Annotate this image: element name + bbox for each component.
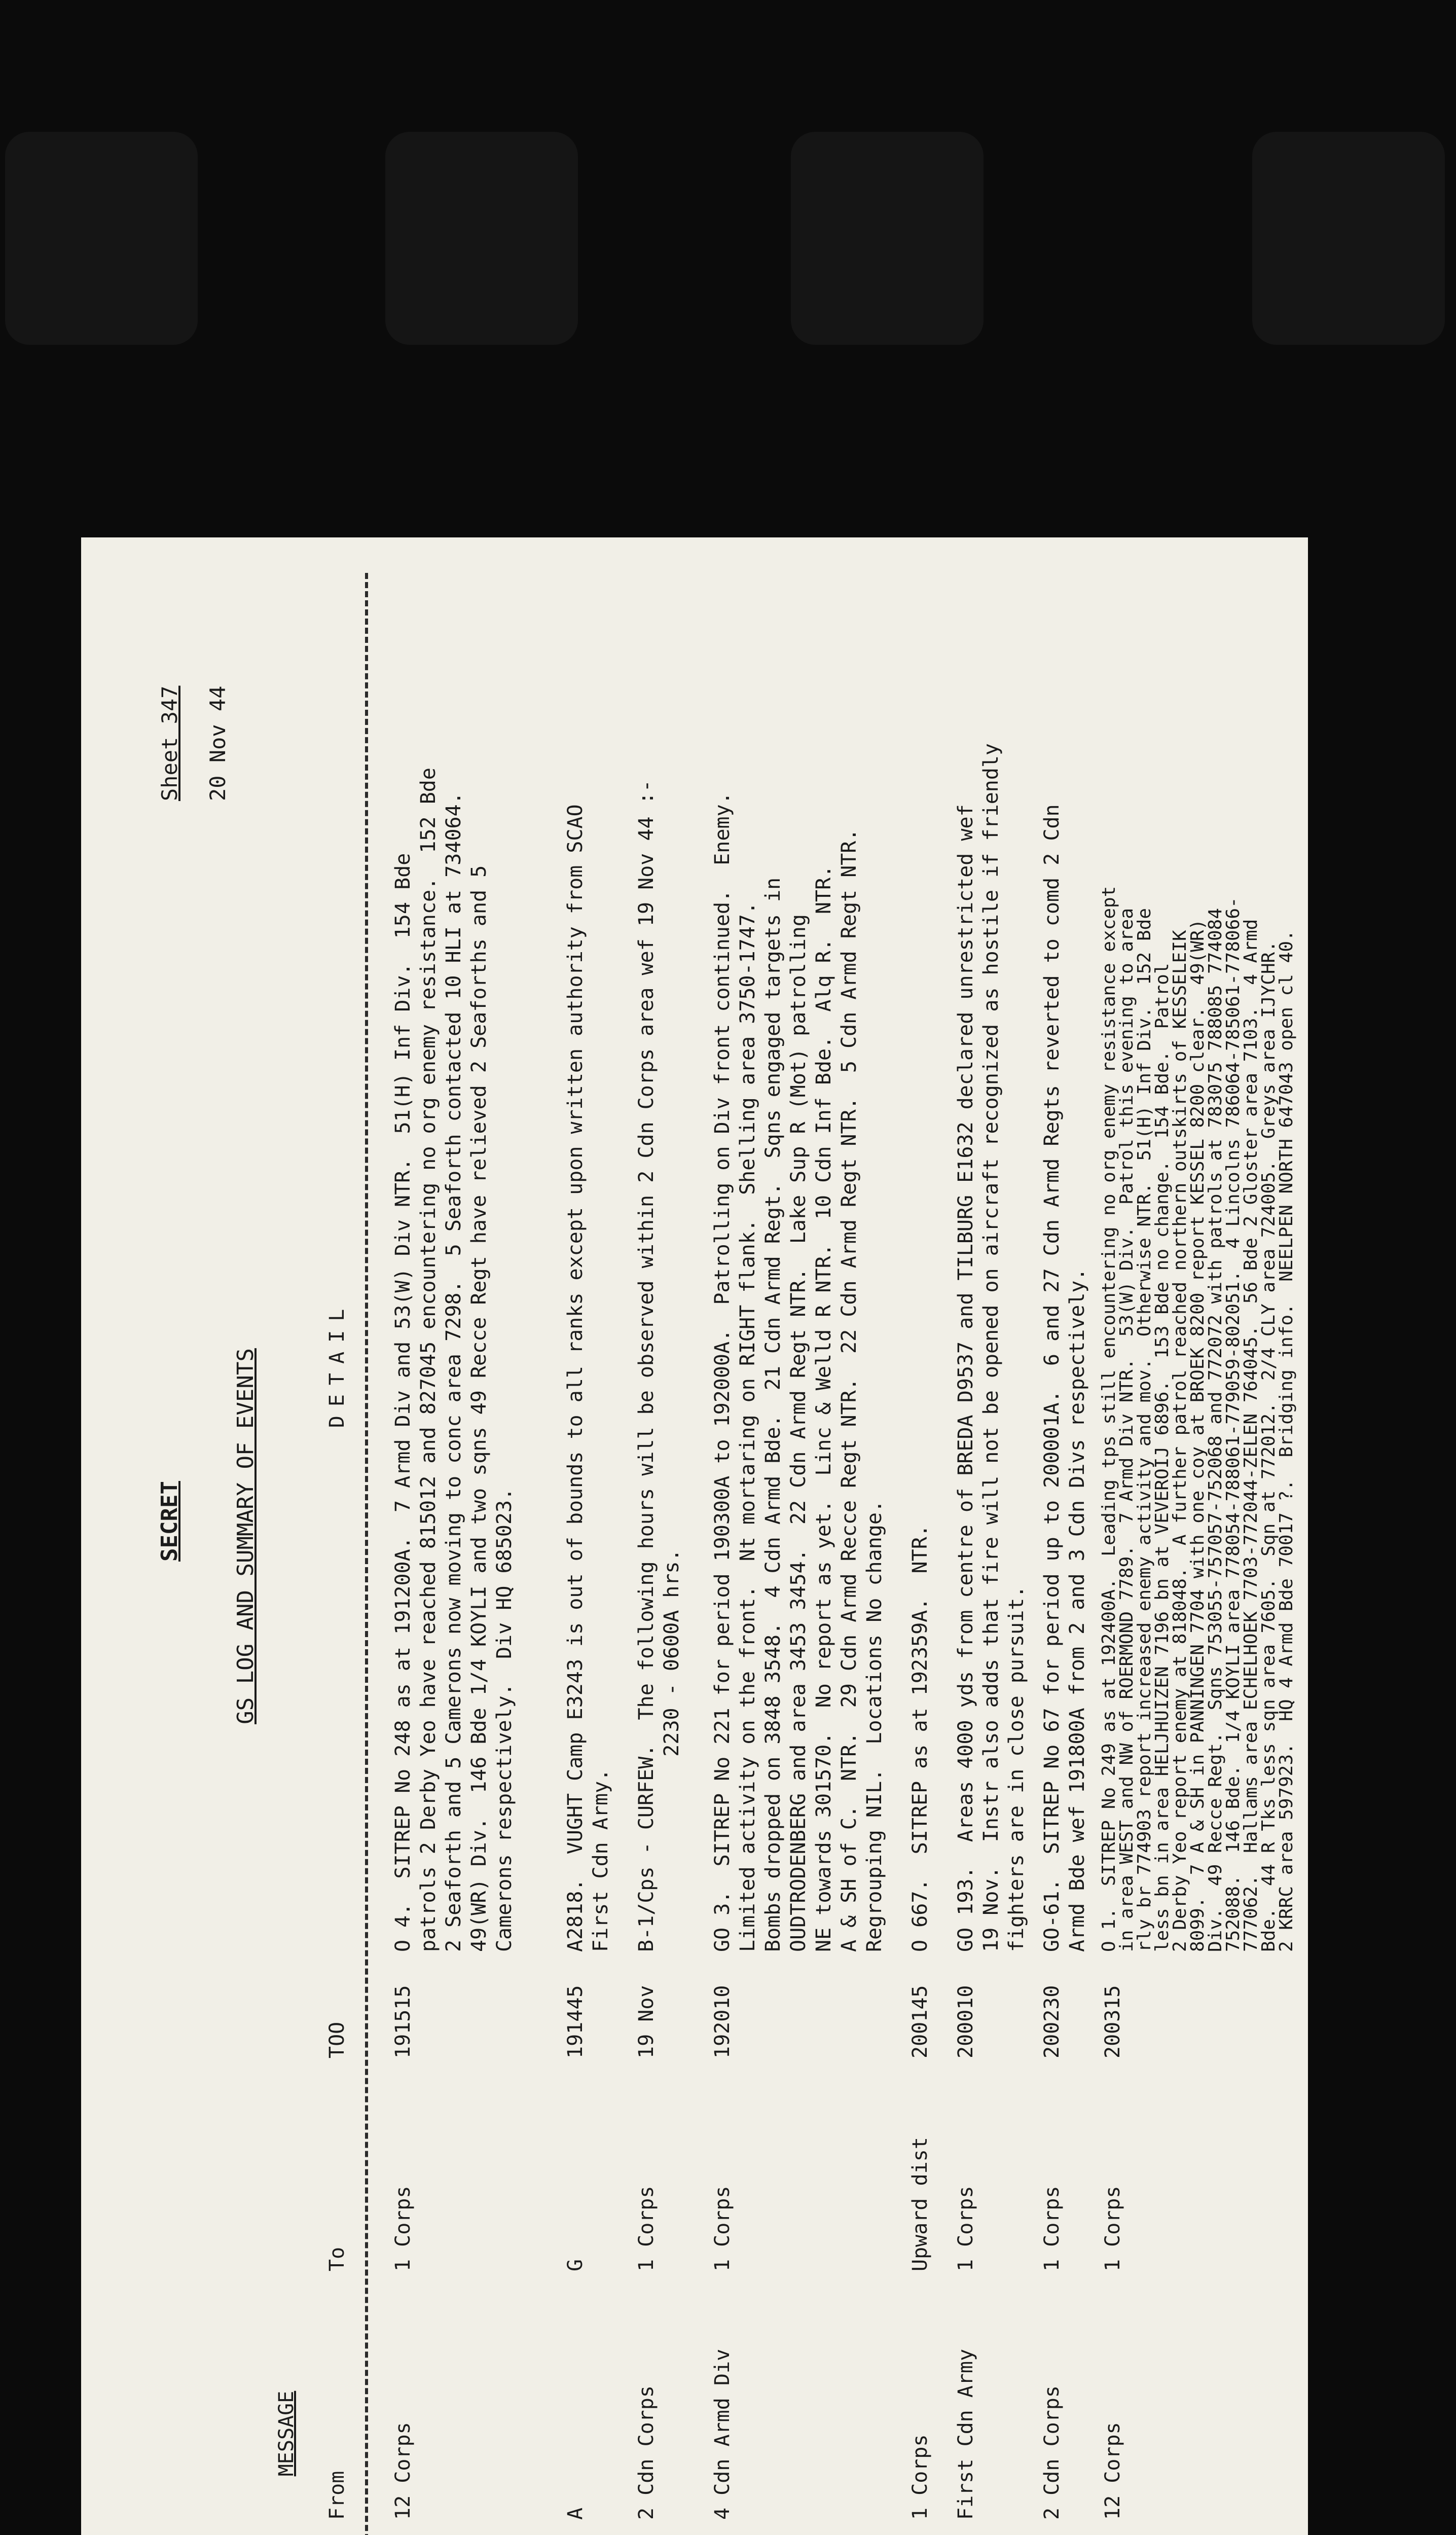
entry-from: 1 Corps — [908, 2434, 932, 2520]
entry-detail: GO 193. Areas 4000 yds from centre of BREDA D9537 and TILBURG E1632 declared unrestricted wef 19 Nov. Instr also adds that fire will not be opened on aircraft recognized as hostile if friendly fighters are in close pursuit. — [954, 743, 1028, 1952]
entry-from: First Cdn Army — [954, 2348, 977, 2520]
sheet-date: 20 Nov 44 — [205, 685, 230, 801]
entry-time-of-origin: 200315 — [1101, 1985, 1124, 2058]
entry-to: G — [564, 2259, 587, 2271]
entry-to: 1 Corps — [711, 2186, 734, 2271]
entry-to: 1 Corps — [954, 2186, 977, 2271]
entry-time-of-origin: 191445 — [564, 1985, 587, 2058]
film-sprocket-hole — [791, 132, 984, 345]
classification-stamp: SECRET — [157, 1481, 183, 1562]
entry-to: 1 Corps — [391, 2186, 415, 2271]
column-header-to: To — [325, 2247, 349, 2271]
entry-from: 12 Corps — [391, 2422, 415, 2520]
film-sprocket-hole — [385, 132, 578, 345]
document-page — [81, 537, 1308, 2535]
column-header-too: TOO — [325, 2021, 349, 2058]
entry-detail: GO-61. SITREP No 67 for period up to 200001A. 6 and 27 Cdn Armd Regts reverted to comd 2 Cdn Armd Bde wef 191800A from 2 and 3 Cdn Divs respectively. — [1040, 804, 1089, 1952]
entry-time-of-origin: 192010 — [711, 1985, 734, 2058]
entry-time-of-origin: 19 Nov — [635, 1985, 658, 2058]
rotated-log-sheet — [81, 537, 1308, 2535]
entry-to: 1 Corps — [635, 2186, 658, 2271]
sheet-number: Sheet 347 — [157, 685, 182, 801]
entry-from: 4 Cdn Armd Div — [711, 2348, 734, 2520]
entry-to: 1 Corps — [1040, 2186, 1064, 2271]
header-divider — [365, 573, 368, 2535]
entry-time-of-origin: 200145 — [908, 1985, 932, 2058]
entry-from: 2 Cdn Corps — [1040, 2385, 1064, 2520]
entry-from: A — [564, 2507, 587, 2520]
entry-detail: O 4. SITREP No 248 as at 191200A. 7 Armd Div and 53(W) Div NTR. 51(H) Inf Div. 154 Bde patrols 2 Derby Yeo have reached 815012 and 827045 encountering no org enemy resistance. 152 Bde 2 Seaforth and 5 Camerons now moving to conc area 7298. 5 Seaforth contacted 10 HLI at 734064. 49(WR) Div. 146 Bde 1/4 KOYLI and two sqns 49 Recce Regt have relieved 2 Seaforths and 5 Camerons respectively. Div HQ 685023. — [391, 768, 516, 1952]
entry-to: Upward dist — [908, 2137, 932, 2271]
entry-detail: A2818. VUGHT Camp E3243 is out of bounds to all ranks except upon written authority from SCAO First Cdn Army. — [564, 804, 612, 1952]
column-header-detail: DETAIL — [325, 1299, 349, 1428]
entry-to: 1 Corps — [1101, 2186, 1124, 2271]
entry-time-of-origin: 191515 — [391, 1985, 415, 2058]
entry-from: 2 Cdn Corps — [635, 2385, 658, 2520]
film-sprocket-hole — [1252, 132, 1445, 345]
film-sprocket-hole — [5, 132, 198, 345]
entry-detail: O 667. SITREP as at 192359A. NTR. — [908, 1525, 932, 1952]
entry-detail: GO 3. SITREP No 221 for period 190300A to 192000A. Patrolling on Div front continued. Enemy. Limited activity on the front. Nt mortaring on RIGHT flank. Shelling area 3750-1747. Bombs dropped on 3848 3548. 4 Cdn Armd Bde. 21 Cdn Armd Regt. Sqns engaged targets in OUDTRODENBERG and area 3453 3454. 22 Cdn Armd Regt NTR. Lake Sup R (Mot) patrolling NE towards 301570. No report as yet. Linc & Welld R NTR. 10 Cdn Inf Bde. Alq R. NTR. A & SH of C. NTR. 29 Cdn Armd Recce Regt NTR. 22 Cdn Armd Regt NTR. 5 Cdn Armd Regt NTR. Regrouping NIL. Locations No change. — [711, 792, 886, 1952]
message-column-group-header: MESSAGE — [275, 2391, 298, 2477]
entry-detail: B-1/Cps - CURFEW. The following hours will be observed within 2 Cdn Corps area wef 19 Nov 44 :- 2230 - 0600A hrs. — [635, 780, 683, 1952]
entry-from: 12 Corps — [1101, 2422, 1124, 2520]
page-title: GS LOG AND SUMMARY OF EVENTS — [233, 1348, 259, 1724]
entry-detail: O 1. SITREP No 249 as at 192400A. Leading tps still encountering no org enemy resistance except in area WEST and NW of ROERMOND 7789. 7 Armd Div NTR. 53(W) Div. Patrol this evening to area rly br 774903 report increased enemy activity and mov. Otherwise NTR. 51(H) Inf Div. 152 Bde less bn in area HELJHUIZEN 7196 bn at VEVEROIJ 6896. 153 Bde no change. 154 Bde. Patrol 2 Derby Yeo report enemy at 818048. A further patrol reached northern outskirts of KESSELEIK 8099. 7 A & SH in PANNINGEN 7704 with one coy at BROEK 8200 report KESSEL 8200 clear. 49(WR) Div. 49 Recce Regt. Sqns 753055-757057-752068 and 772072 with patrols at 783075 788085 774084 752088. 146 Bde. 1/4 KOYLI area 778054-788061-779059-802051. 4 Lincolns 786064-785061-778066- 777062. Hallams area ECHELHOEK 7703-772044-ZELEN 764045. 56 Bde 2 Gloster area 7103. 4 Armd Bde. 44 R Tks less sqn area 7605. Sqn at 772012. 2/4 CLY area 724005. Greys area IJYCHR. 2 KRRC area 597923. HQ 4 Armd Bde 70017 ?. Bridging info. NEELPEN NORTH 647043 open cl 40. — [1099, 886, 1297, 1952]
column-header-from: From — [325, 2471, 349, 2520]
entry-time-of-origin: 200230 — [1040, 1985, 1064, 2058]
entry-time-of-origin: 200010 — [954, 1985, 977, 2058]
